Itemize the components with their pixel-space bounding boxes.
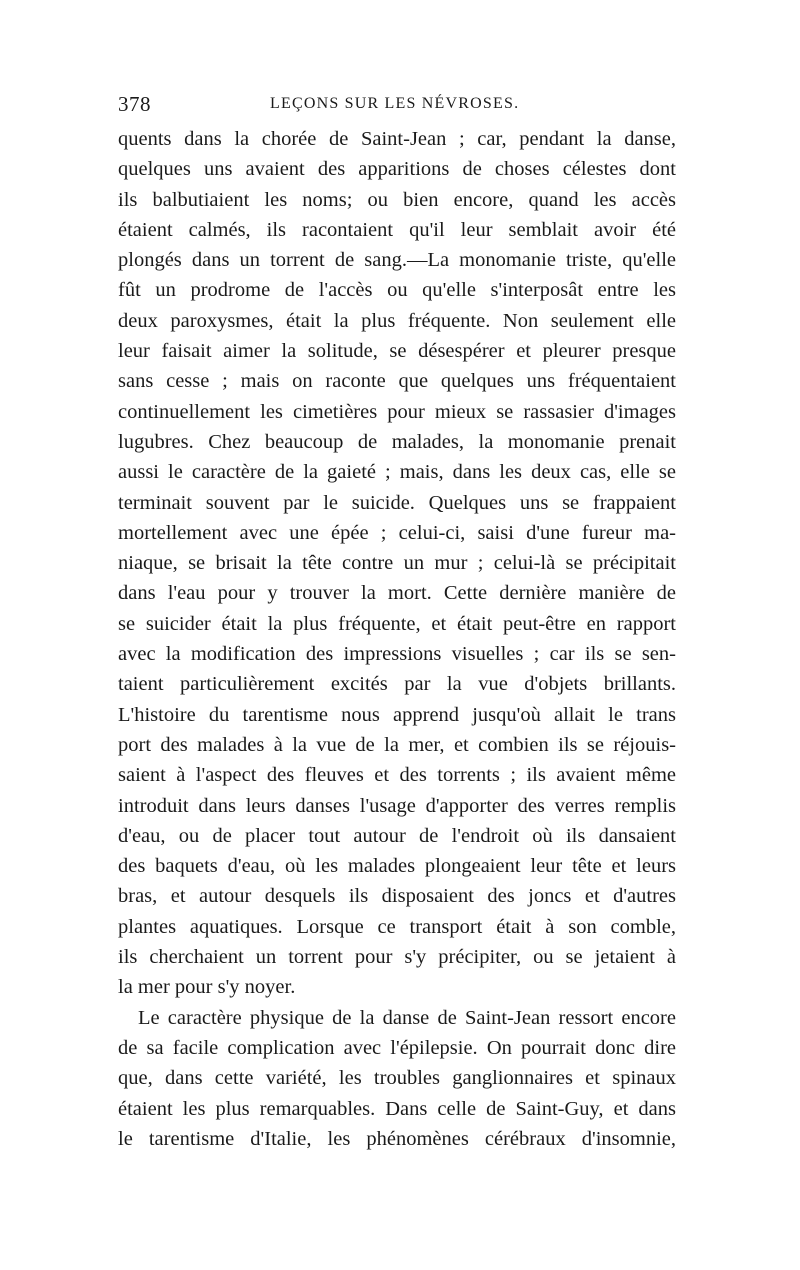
text-line: fût un prodrome de l'accès ou qu'elle s'interposât entre les [118, 279, 676, 302]
text-line: leur faisait aimer la solitude, se désespérer et pleurer presque [118, 340, 676, 363]
text-line: Le caractère physique de la danse de Saint-Jean ressort encore [138, 1006, 676, 1029]
text-line: aussi le caractère de la gaieté ; mais, dans les deux cas, elle se [118, 461, 676, 484]
text-line: quents dans la chorée de Saint-Jean ; car, pendant la danse, [118, 128, 676, 150]
page-number: 378 [118, 92, 151, 116]
paragraph [118, 1003, 676, 1154]
text-line: avec la modification des impressions visuelles ; car ils se sen- [118, 643, 676, 666]
text-line: la mer pour s'y noyer. [118, 976, 296, 999]
text-line: étaient les plus remarquables. Dans celle de Saint-Guy, et dans [118, 1097, 676, 1120]
text-line: que, dans cette variété, les troubles ganglionnaires et spinaux [118, 1067, 676, 1090]
text-line: de sa facile complication avec l'épilepsie. On pourrait donc dire [118, 1036, 676, 1059]
text-line: bras, et autour desquels ils disposaient des joncs et d'autres [118, 885, 676, 908]
text-line: quelques uns avaient des apparitions de choses célestes dont [118, 158, 676, 181]
paragraph [118, 124, 676, 1003]
text-line: plongés dans un torrent de sang.—La monomanie triste, qu'elle [118, 249, 676, 272]
text-line: étaient calmés, ils racontaient qu'il leur semblait avoir été [118, 218, 676, 241]
text-line: continuellement les cimetières pour mieux se rassasier d'images [118, 400, 676, 423]
body-text [118, 124, 676, 1154]
text-line: saient à l'aspect des fleuves et des torrents ; ils avaient même [118, 764, 676, 787]
text-line: plantes aquatiques. Lorsque ce transport était à son comble, [118, 915, 676, 938]
text-line: se suicider était la plus fréquente, et était peut-être en rapport [118, 612, 676, 635]
text-line: niaque, se brisait la tête contre un mur ; celui-là se précipitait [118, 552, 676, 575]
text-line: sans cesse ; mais on raconte que quelques uns fréquentaient [118, 370, 676, 393]
running-head [118, 92, 678, 118]
text-line: le tarentisme d'Italie, les phénomènes cérébraux d'insomnie, [118, 1127, 676, 1150]
text-line: des baquets d'eau, où les malades plongeaient leur tête et leurs [118, 855, 676, 878]
text-line: deux paroxysmes, était la plus fréquente. Non seulement elle [118, 309, 676, 332]
running-title: LEÇONS SUR LES NÉVROSES. [270, 95, 520, 112]
text-line: ils cherchaient un torrent pour s'y précipiter, ou se jetaient à [118, 946, 676, 969]
text-line: port des malades à la vue de la mer, et combien ils se réjouis- [118, 733, 676, 756]
text-line: terminait souvent par le suicide. Quelques uns se frappaient [118, 491, 676, 514]
text-line: mortellement avec une épée ; celui-ci, saisi d'une fureur ma- [118, 521, 676, 544]
text-line: lugubres. Chez beaucoup de malades, la monomanie prenait [118, 430, 676, 453]
text-line: L'histoire du tarentisme nous apprend jusqu'où allait le trans [118, 703, 676, 726]
text-line: dans l'eau pour y trouver la mort. Cette dernière manière de [118, 582, 676, 605]
text-line: ils balbutiaient les noms; ou bien encore, quand les accès [118, 188, 676, 211]
text-line: taient particulièrement excités par la vue d'objets brillants. [118, 673, 676, 696]
text-line: d'eau, ou de placer tout autour de l'endroit où ils dansaient [118, 824, 676, 847]
text-line: introduit dans leurs danses l'usage d'apporter des verres remplis [118, 794, 676, 817]
